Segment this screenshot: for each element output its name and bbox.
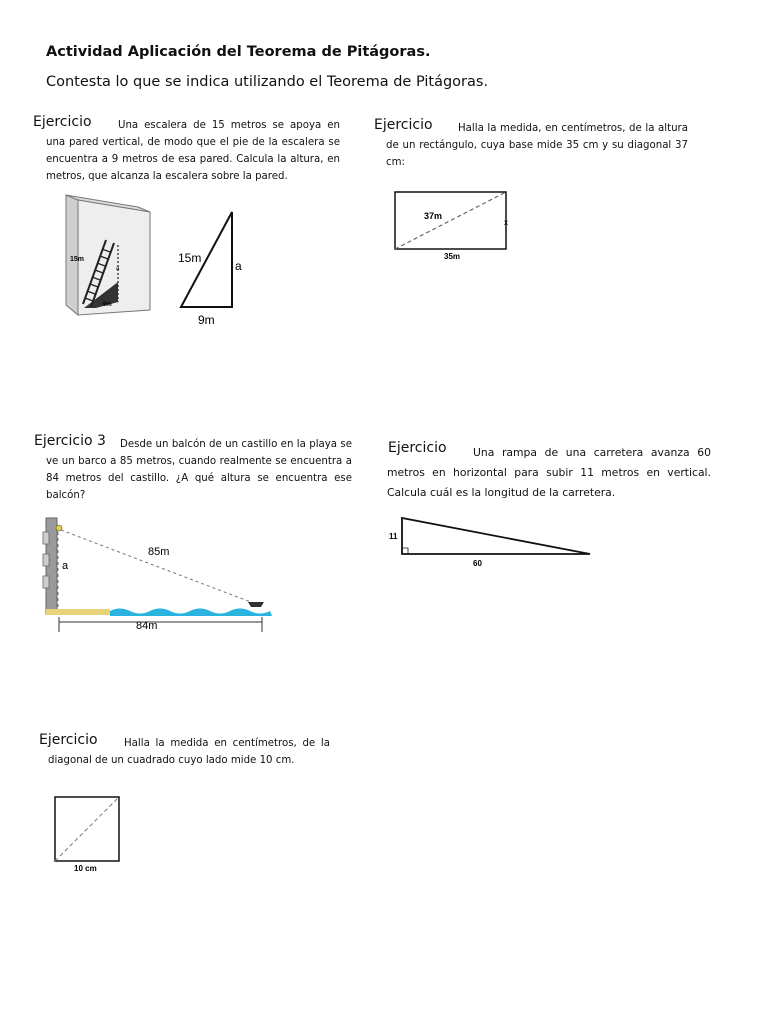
ladder-length-label: 15m xyxy=(70,256,85,263)
exercise-4-figure xyxy=(386,510,596,570)
exercise-3-figure xyxy=(40,512,280,642)
ramp-height-label: 11 xyxy=(389,532,398,541)
exercise-5-text: Halla la medida en centímetros, de la diagonal de un cuadrado cuyo lado mide 10 cm. xyxy=(48,738,330,766)
ramp-base-label: 60 xyxy=(473,559,482,568)
exercise-2-text: Halla la medida, en centímetros, de la altura de un rectángulo, cuya base mide 35 cm y su diagonal 37 cm: xyxy=(386,123,688,168)
sight-line xyxy=(61,530,256,604)
exercise-1-text: Una escalera de 15 metros se apoya en una pared vertical, de modo que el pie de la escalera se encuentra a 9 metros de esa pared. Calcula la altura, en metros, que alcanza la escalera sobre la pared. xyxy=(46,120,340,182)
triangle-hyp-label: 15m xyxy=(178,251,202,265)
ladder-base-label: 9m xyxy=(103,302,112,308)
water xyxy=(110,609,272,617)
exercise-4-label: Ejercicio xyxy=(388,440,447,456)
page-title: Actividad Aplicación del Teorema de Pitágoras. xyxy=(46,44,431,60)
square-diagonal xyxy=(55,797,119,861)
triangle-height-label: a xyxy=(235,259,242,273)
page-subtitle: Contesta lo que se indica utilizando el Teorema de Pitágoras. xyxy=(46,74,489,90)
sand xyxy=(46,609,110,615)
ramp-triangle xyxy=(402,518,590,554)
exercise-3-label: Ejercicio 3 xyxy=(34,433,106,449)
exercise-1-label: Ejercicio xyxy=(33,114,92,130)
diagonal-label: 37m xyxy=(424,211,443,221)
exercise-2-label: Ejercicio xyxy=(374,117,433,133)
exercise-5-figure xyxy=(50,792,130,876)
exercise-4-text: Una rampa de una carretera avanza 60 metros en horizontal para subir 11 metros en vertical. Calcula cuál es la longitud de la carretera. xyxy=(387,446,711,499)
base-label: 35m xyxy=(444,252,461,261)
triangle-base-label: 9m xyxy=(198,313,215,327)
sight-distance-label: 85m xyxy=(148,546,170,558)
exercise-1-figure xyxy=(56,190,256,330)
square-side-label: 10 cm xyxy=(74,864,97,873)
boat xyxy=(248,602,264,607)
exercise-3-text: Desde un balcón de un castillo en la playa se ve un barco a 85 metros, cuando realmente se encuentra a 84 metros del castillo. ¿A qué altura se encuentra ese balcón? xyxy=(46,439,352,501)
height-label: x xyxy=(504,218,508,227)
tower-height-label: a xyxy=(62,560,69,572)
exercise-2-figure xyxy=(386,180,516,266)
distance-label: 84m xyxy=(136,620,158,632)
wall-height-label: a xyxy=(116,266,120,272)
wall-side xyxy=(66,195,78,315)
exercise-5-label: Ejercicio xyxy=(39,732,98,748)
rectangle-diagonal xyxy=(395,192,506,249)
